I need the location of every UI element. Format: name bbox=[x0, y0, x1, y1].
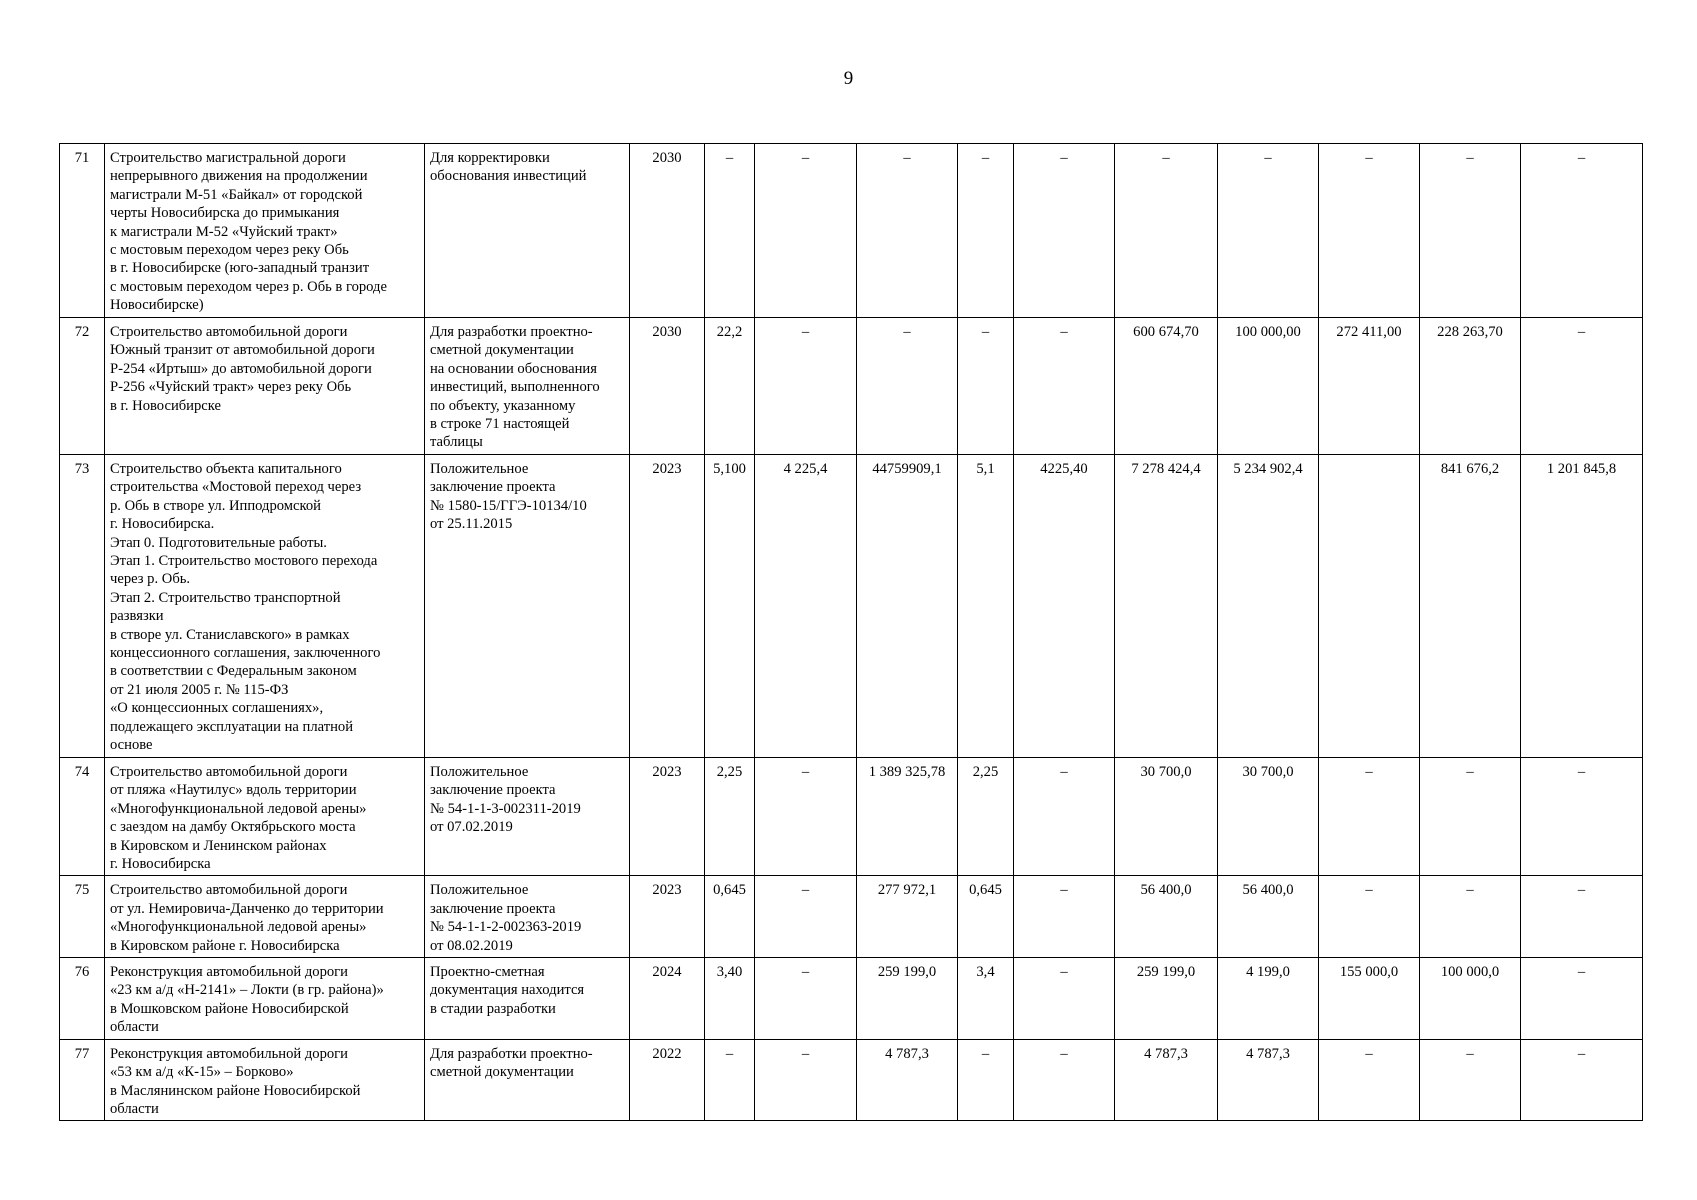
value-cell: 2,25 bbox=[958, 758, 1014, 876]
basis-document: Для разработки проектно- сметной документации на основании обоснования инвестиций, выполненного по объекту, указанному в строке 71 настоящей таблицы bbox=[425, 318, 630, 455]
table-row bbox=[60, 1039, 1643, 1121]
value-cell: – bbox=[1420, 876, 1521, 958]
object-name: Строительство объекта капитального строительства «Мостовой переход через р. Обь в створе ул. Ипподромской г. Новосибирска. Этап 0. Подготовительные работы. Этап 1. Строительство мостового перехода через р. Обь. Этап 2. Строительство транспортной развязки в створе ул. Станиславского» в рамках концессионного соглашения, заключенного в соответствии с Федеральным законом от 21 июля 2005 г. № 115-ФЗ «О концессионных соглашениях», подлежащего эксплуатации на платной основе bbox=[105, 455, 425, 758]
value-cell: – bbox=[755, 318, 857, 455]
basis-document: Для корректировки обоснования инвестиций bbox=[425, 144, 630, 318]
value-cell: – bbox=[1014, 758, 1115, 876]
table-row bbox=[60, 144, 1643, 318]
value-cell: – bbox=[705, 1039, 755, 1121]
value-cell: 3,4 bbox=[958, 958, 1014, 1040]
row-number: 74 bbox=[60, 758, 105, 876]
object-name: Строительство автомобильной дороги от пляжа «Наутилус» вдоль территории «Многофункциональной ледовой арены» с заездом на дамбу Октябрьского моста в Кировском и Ленинском районах г. Новосибирска bbox=[105, 758, 425, 876]
value-cell: – bbox=[1115, 144, 1218, 318]
completion-year: 2030 bbox=[630, 318, 705, 455]
value-cell: 100 000,0 bbox=[1420, 958, 1521, 1040]
value-cell: 30 700,0 bbox=[1115, 758, 1218, 876]
object-name: Строительство автомобильной дороги Южный транзит от автомобильной дороги Р-254 «Иртыш» до автомобильной дороги Р-256 «Чуйский тракт» через реку Обь в г. Новосибирске bbox=[105, 318, 425, 455]
object-name: Строительство автомобильной дороги от ул. Немировича-Данченко до территории «Многофункциональной ледовой арены» в Кировском районе г. Новосибирска bbox=[105, 876, 425, 958]
value-cell: – bbox=[755, 758, 857, 876]
table-row bbox=[60, 958, 1643, 1040]
basis-document: Положительное заключение проекта № 54-1-1-3-002311-2019 от 07.02.2019 bbox=[425, 758, 630, 876]
value-cell: 1 201 845,8 bbox=[1521, 455, 1643, 758]
value-cell: 4 787,3 bbox=[857, 1039, 958, 1121]
value-cell: – bbox=[1014, 318, 1115, 455]
value-cell: – bbox=[1319, 1039, 1420, 1121]
row-number: 72 bbox=[60, 318, 105, 455]
value-cell: – bbox=[1521, 758, 1643, 876]
basis-document: Положительное заключение проекта № 54-1-1-2-002363-2019 от 08.02.2019 bbox=[425, 876, 630, 958]
value-cell: – bbox=[755, 958, 857, 1040]
value-cell: – bbox=[1218, 144, 1319, 318]
roads-table bbox=[59, 143, 1643, 1121]
completion-year: 2030 bbox=[630, 144, 705, 318]
value-cell: 4 225,4 bbox=[755, 455, 857, 758]
row-number: 76 bbox=[60, 958, 105, 1040]
value-cell: – bbox=[958, 1039, 1014, 1121]
row-number: 73 bbox=[60, 455, 105, 758]
value-cell: 2,25 bbox=[705, 758, 755, 876]
value-cell: 0,645 bbox=[958, 876, 1014, 958]
value-cell: 272 411,00 bbox=[1319, 318, 1420, 455]
table-row bbox=[60, 758, 1643, 876]
value-cell: – bbox=[958, 144, 1014, 318]
value-cell: 4 787,3 bbox=[1115, 1039, 1218, 1121]
value-cell: 5,100 bbox=[705, 455, 755, 758]
value-cell: 4225,40 bbox=[1014, 455, 1115, 758]
object-name: Реконструкция автомобильной дороги «53 км а/д «К-15» – Борково» в Маслянинском районе Новосибирской области bbox=[105, 1039, 425, 1121]
value-cell: – bbox=[1014, 958, 1115, 1040]
value-cell: 3,40 bbox=[705, 958, 755, 1040]
value-cell: 1 389 325,78 bbox=[857, 758, 958, 876]
value-cell: 277 972,1 bbox=[857, 876, 958, 958]
value-cell: – bbox=[1521, 144, 1643, 318]
value-cell: 7 278 424,4 bbox=[1115, 455, 1218, 758]
value-cell: – bbox=[1319, 876, 1420, 958]
value-cell: – bbox=[1521, 1039, 1643, 1121]
row-number: 77 bbox=[60, 1039, 105, 1121]
table-row bbox=[60, 318, 1643, 455]
row-number: 71 bbox=[60, 144, 105, 318]
value-cell: 259 199,0 bbox=[857, 958, 958, 1040]
value-cell: – bbox=[755, 876, 857, 958]
value-cell: 841 676,2 bbox=[1420, 455, 1521, 758]
value-cell: 259 199,0 bbox=[1115, 958, 1218, 1040]
value-cell: 5,1 bbox=[958, 455, 1014, 758]
value-cell: 4 787,3 bbox=[1218, 1039, 1319, 1121]
row-number: 75 bbox=[60, 876, 105, 958]
completion-year: 2024 bbox=[630, 958, 705, 1040]
value-cell: 4 199,0 bbox=[1218, 958, 1319, 1040]
value-cell: – bbox=[857, 144, 958, 318]
value-cell: – bbox=[1521, 958, 1643, 1040]
value-cell: – bbox=[1319, 758, 1420, 876]
value-cell: – bbox=[1319, 144, 1420, 318]
value-cell: – bbox=[705, 144, 755, 318]
value-cell: – bbox=[755, 1039, 857, 1121]
value-cell: 22,2 bbox=[705, 318, 755, 455]
completion-year: 2023 bbox=[630, 876, 705, 958]
basis-document: Для разработки проектно- сметной документации bbox=[425, 1039, 630, 1121]
value-cell: 5 234 902,4 bbox=[1218, 455, 1319, 758]
value-cell: – bbox=[1420, 758, 1521, 876]
value-cell: 44759909,1 bbox=[857, 455, 958, 758]
value-cell: – bbox=[1014, 876, 1115, 958]
value-cell: – bbox=[1014, 1039, 1115, 1121]
completion-year: 2022 bbox=[630, 1039, 705, 1121]
value-cell: – bbox=[1521, 318, 1643, 455]
completion-year: 2023 bbox=[630, 455, 705, 758]
value-cell: 228 263,70 bbox=[1420, 318, 1521, 455]
value-cell: 56 400,0 bbox=[1115, 876, 1218, 958]
table-row bbox=[60, 455, 1643, 758]
value-cell: – bbox=[1521, 876, 1643, 958]
value-cell: – bbox=[1420, 1039, 1521, 1121]
value-cell bbox=[1319, 455, 1420, 758]
basis-document: Положительное заключение проекта № 1580-15/ГГЭ-10134/10 от 25.11.2015 bbox=[425, 455, 630, 758]
value-cell: 600 674,70 bbox=[1115, 318, 1218, 455]
value-cell: – bbox=[1420, 144, 1521, 318]
value-cell: – bbox=[958, 318, 1014, 455]
page-number: 9 bbox=[843, 68, 854, 89]
value-cell: 0,645 bbox=[705, 876, 755, 958]
value-cell: 100 000,00 bbox=[1218, 318, 1319, 455]
object-name: Строительство магистральной дороги непрерывного движения на продолжении магистрали М-51 «Байкал» от городской черты Новосибирска до примыкания к магистрали М-52 «Чуйский тракт» с мостовым переходом через реку Обь в г. Новосибирске (юго-западный транзит с мостовым переходом через р. Обь в городе Новосибирске) bbox=[105, 144, 425, 318]
completion-year: 2023 bbox=[630, 758, 705, 876]
value-cell: 56 400,0 bbox=[1218, 876, 1319, 958]
basis-document: Проектно-сметная документация находится в стадии разработки bbox=[425, 958, 630, 1040]
value-cell: 30 700,0 bbox=[1218, 758, 1319, 876]
object-name: Реконструкция автомобильной дороги «23 км а/д «Н-2141» – Локти (в гр. района)» в Мошковском районе Новосибирской области bbox=[105, 958, 425, 1040]
value-cell: – bbox=[755, 144, 857, 318]
value-cell: 155 000,0 bbox=[1319, 958, 1420, 1040]
table-row bbox=[60, 876, 1643, 958]
value-cell: – bbox=[857, 318, 958, 455]
value-cell: – bbox=[1014, 144, 1115, 318]
